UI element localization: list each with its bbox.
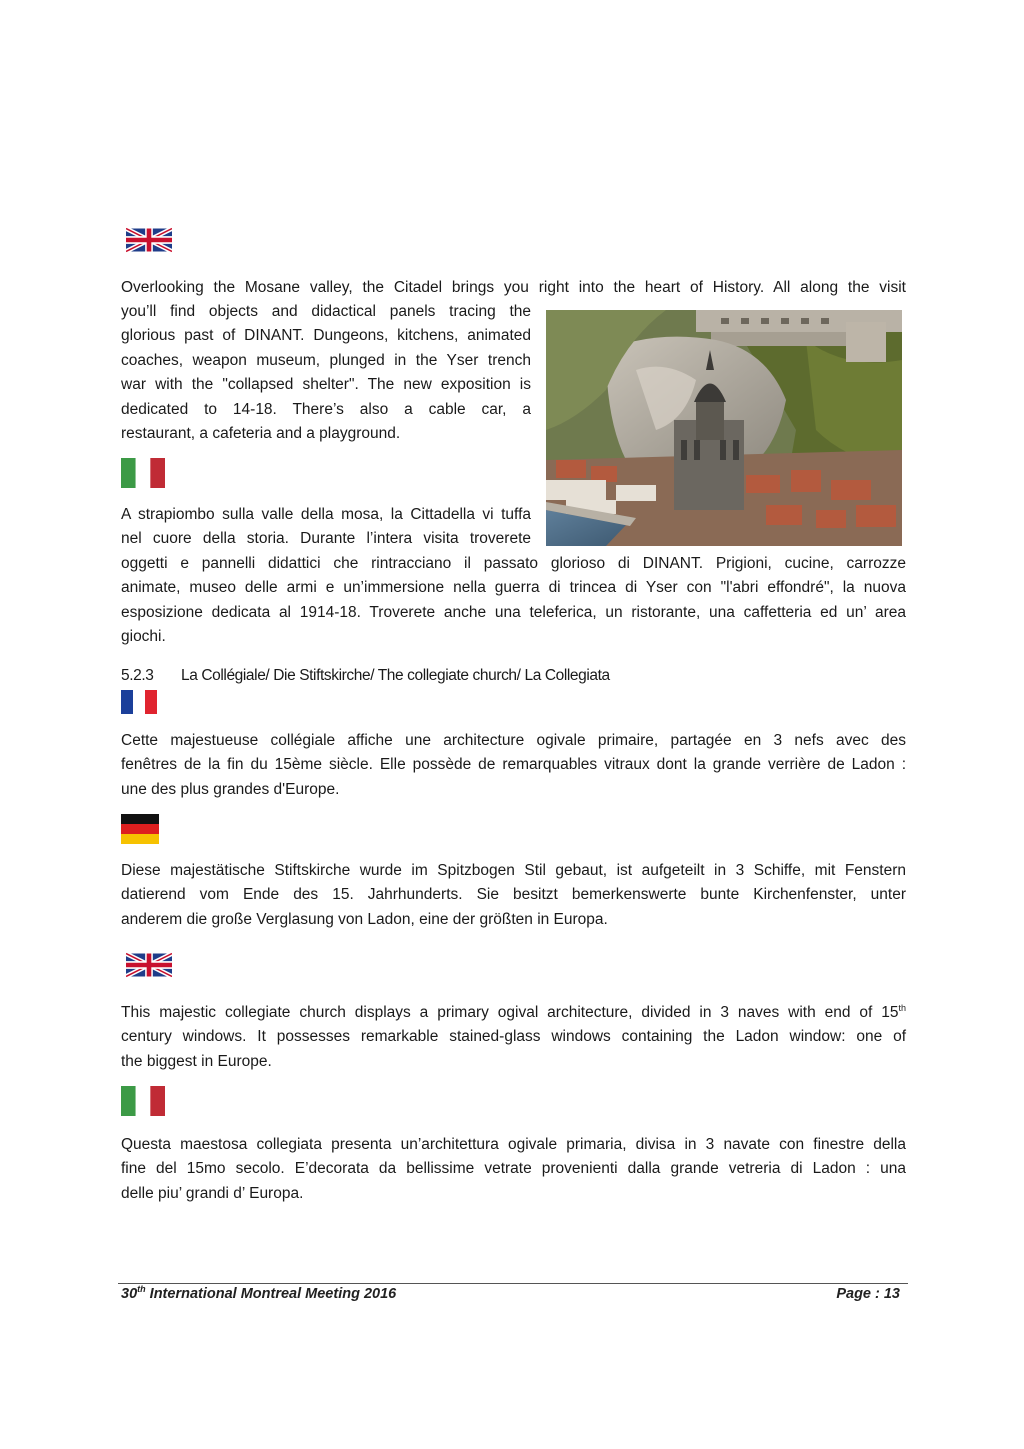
section-heading — [121, 667, 610, 685]
dinant-citadel-photo — [546, 310, 902, 546]
it-paragraph — [121, 1133, 906, 1206]
en-line: century windows. It possesses remarkable stained-glass windows containing the Ladon window: one of — [121, 1028, 906, 1046]
it-line: fine del 15mo secolo. E’decorata da bellissime vetrate provenienti dalla grande vetreria di Ladon : una — [121, 1160, 906, 1178]
intro-it-line: oggetti e pannelli didattici che rintracciano il passato glorioso di DINANT. Prigioni, cucine, carrozze — [121, 555, 906, 572]
italy-flag-icon — [121, 1086, 165, 1116]
intro-en-line: restaurant, a cafeteria and a playground. — [121, 425, 401, 443]
fr-line: fenêtres de la fin du 15ème siècle. Elle possède de remarquables vitraux dont la grande verrière de Ladon : — [121, 756, 906, 774]
it-line: Questa maestosa collegiata presenta un’architettura ogivale primaria, divisa in 3 navate con finestre della — [121, 1136, 906, 1153]
fr-line: une des plus grandes d'Europe. — [121, 780, 340, 798]
uk-flag-icon — [126, 950, 172, 980]
germany-flag-icon — [121, 814, 159, 844]
de-line: anderem die große Verglasung von Ladon, eine der größten in Europa. — [121, 910, 608, 928]
fr-paragraph — [121, 729, 906, 802]
france-flag-icon — [121, 690, 157, 714]
intro-en-line: Overlooking the Mosane valley, the Citadel brings you right into the heart of History. All along the visit — [121, 279, 906, 296]
intro-en-line: glorious past of DINANT. Dungeons, kitchens, animated — [121, 327, 531, 345]
intro-it-line: esposizione dedicata al 1914-18. Troverete anche una teleferica, un ristorante, una caffetteria ed un’ area — [121, 603, 906, 621]
de-paragraph — [121, 859, 906, 932]
intro-it-line: animate, museo delle armi e un’immersione nella guerra di trincea di Yser con "l'abri effondré", la nuova — [121, 579, 906, 597]
intro-it-line: giochi. — [121, 628, 166, 646]
intro-en-line: coaches, weapon museum, plunged in the Yser trench — [121, 351, 531, 369]
intro-en-line: war with the "collapsed shelter". The new exposition is — [121, 376, 531, 394]
de-line: datierend vom Ende des 15. Jahrhunderts. Sie besitzt bemerkenswerte bunte Kirchenfenster, unter — [121, 886, 906, 904]
italy-flag-icon — [121, 458, 165, 488]
en-paragraph — [121, 1001, 906, 1074]
fr-line: Cette majestueuse collégiale affiche une architecture ogivale primaire, partagée en 3 nefs avec des — [121, 732, 906, 749]
intro-it-paragraph — [121, 552, 906, 650]
intro-it-line: nel cuore della storia. Durante l’intera visita troverete — [121, 530, 531, 548]
intro-it-wrap — [121, 503, 531, 552]
section-title: La Collégiale/ Die Stiftskirche/ The collegiate church/ La Collegiata — [181, 667, 610, 684]
en-line: the biggest in Europe. — [121, 1052, 272, 1070]
intro-en-line: you’ll find objects and didactical panels tracing the — [121, 303, 531, 320]
intro-en-line: dedicated to 14-18. There’s also a cable car, a — [121, 400, 531, 418]
footer-divider — [118, 1283, 908, 1284]
intro-en-wrap — [121, 300, 531, 446]
uk-flag-icon — [126, 225, 172, 255]
page-number: Page : 13 — [836, 1286, 900, 1302]
intro-it-line: A strapiombo sulla valle della mosa, la Cittadella vi tuffa — [121, 506, 531, 523]
footer-title: 30th International Montreal Meeting 2016 — [121, 1284, 397, 1302]
section-number: 5.2.3 — [121, 667, 154, 684]
en-line-1: This majestic collegiate church displays a primary ogival architecture, divided in 3 naves with end of 15th — [121, 1002, 906, 1021]
de-line: Diese majestätische Stiftskirche wurde im Spitzbogen Stil gebaut, ist aufgeteilt in 3 Schiffe, mit Fenstern — [121, 862, 906, 879]
intro-en-paragraph — [121, 276, 906, 300]
it-line: delle piu’ grandi d’ Europa. — [121, 1184, 304, 1202]
